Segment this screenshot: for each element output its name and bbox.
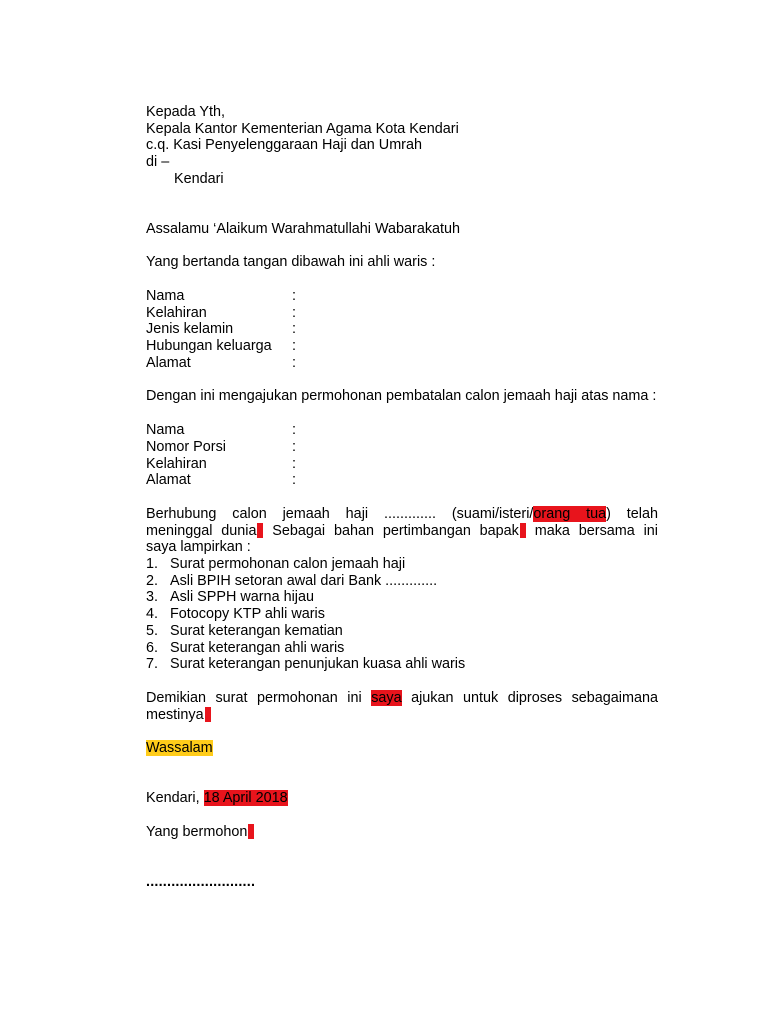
list-number: 7.: [146, 656, 159, 673]
closing-line: [146, 707, 658, 724]
field-row: [146, 321, 658, 338]
list-item: [146, 623, 658, 640]
list-item: [146, 656, 658, 673]
field-row: [146, 355, 658, 372]
field-colon: :: [292, 304, 296, 321]
list-text: Surat permohonan calon jemaah haji: [170, 556, 406, 573]
address-line: Kepada Yth,: [146, 104, 225, 120]
signer-label: Yang bermohon: [146, 823, 248, 840]
field-colon: :: [292, 338, 296, 355]
heir-fields: [146, 288, 658, 372]
field-label: Jenis kelamin: [146, 321, 234, 338]
address-city: Kendari: [174, 170, 224, 187]
list-text: Surat keterangan penunjukan kuasa ahli waris: [170, 656, 466, 673]
field-label: Kelahiran: [146, 455, 207, 472]
field-colon: :: [292, 321, 296, 338]
list-number: 2.: [146, 572, 159, 589]
field-colon: :: [292, 287, 296, 304]
list-number: 1.: [146, 556, 159, 573]
closing-paragraph: [146, 690, 658, 723]
field-label: Nomor Porsi: [146, 438, 226, 455]
field-colon: :: [292, 422, 296, 439]
field-row: [146, 338, 658, 355]
list-number: 3.: [146, 589, 159, 606]
recipient-address: [146, 104, 658, 188]
signature-placeholder: ..........................: [146, 873, 256, 890]
reason-text: meninggal dunia: [146, 522, 257, 539]
letter-body: [146, 104, 658, 890]
reason-line: [146, 506, 658, 523]
list-number: 4.: [146, 606, 159, 623]
signer-line: [146, 824, 658, 841]
field-label: Kelahiran: [146, 304, 207, 321]
field-label: Hubungan keluarga: [146, 338, 272, 355]
attachment-list: [146, 556, 658, 673]
list-text: Fotocopy KTP ahli waris: [170, 606, 325, 623]
field-colon: :: [292, 455, 296, 472]
field-label: Nama: [146, 422, 185, 439]
wassalam: [146, 740, 658, 757]
list-number: 6.: [146, 639, 159, 656]
list-text: Surat keterangan kematian: [170, 622, 343, 639]
relation-highlight: orang tua: [533, 505, 607, 522]
red-highlight-mark: [248, 824, 254, 839]
field-row: [146, 472, 658, 489]
reason-text: ) telah: [606, 505, 658, 522]
pilgrim-fields: [146, 422, 658, 489]
address-line: di –: [146, 154, 170, 171]
subject-highlight: saya: [371, 689, 402, 706]
field-row: [146, 288, 658, 305]
closing-line: [146, 690, 658, 707]
intro-text: Yang bertanda tangan dibawah ini ahli waris :: [146, 254, 436, 271]
field-row: [146, 439, 658, 456]
request-text: Dengan ini mengajukan permohonan pembatalan calon jemaah haji atas nama :: [146, 388, 657, 405]
list-text: Asli BPIH setoran awal dari Bank .............: [170, 572, 438, 589]
address-line: Kepala Kantor Kementerian Agama Kota Kendari: [146, 120, 459, 137]
field-row: [146, 305, 658, 322]
field-row: [146, 456, 658, 473]
list-text: Surat keterangan ahli waris: [170, 639, 345, 656]
reason-paragraph: [146, 506, 658, 556]
field-row: [146, 422, 658, 439]
closing-text: mestinya: [146, 706, 204, 723]
address-line: c.q. Kasi Penyelenggaraan Haji dan Umrah: [146, 137, 422, 154]
list-text: Asli SPPH warna hijau: [170, 589, 314, 606]
reason-text: Sebagai bahan pertimbangan bapak: [263, 522, 519, 539]
field-colon: :: [292, 472, 296, 489]
list-number: 5.: [146, 622, 159, 639]
reason-text: Berhubung calon jemaah haji ............. (suami/isteri/: [146, 505, 534, 522]
field-colon: :: [292, 438, 296, 455]
reason-text: maka bersama ini: [525, 522, 658, 539]
field-label: Alamat: [146, 472, 191, 489]
date-line: [146, 790, 658, 807]
closing-text: Demikian surat permohonan ini: [146, 689, 372, 706]
field-colon: :: [292, 354, 296, 371]
reason-line: saya lampirkan :: [146, 539, 251, 556]
field-label: Alamat: [146, 354, 191, 371]
reason-line: [146, 523, 658, 540]
wassalam-highlight: Wassalam: [146, 740, 213, 757]
list-item: [146, 573, 658, 590]
list-item: [146, 640, 658, 657]
greeting: Assalamu ‘Alaikum Warahmatullahi Wabarakatuh: [146, 220, 461, 237]
list-item: [146, 556, 658, 573]
red-highlight-mark: [205, 707, 211, 722]
field-label: Nama: [146, 287, 185, 304]
date-highlight: 18 April 2018: [203, 790, 288, 807]
closing-text: ajukan untuk diproses sebagaimana: [401, 689, 659, 706]
list-item: [146, 606, 658, 623]
date-place: Kendari,: [146, 790, 204, 807]
list-item: [146, 589, 658, 606]
